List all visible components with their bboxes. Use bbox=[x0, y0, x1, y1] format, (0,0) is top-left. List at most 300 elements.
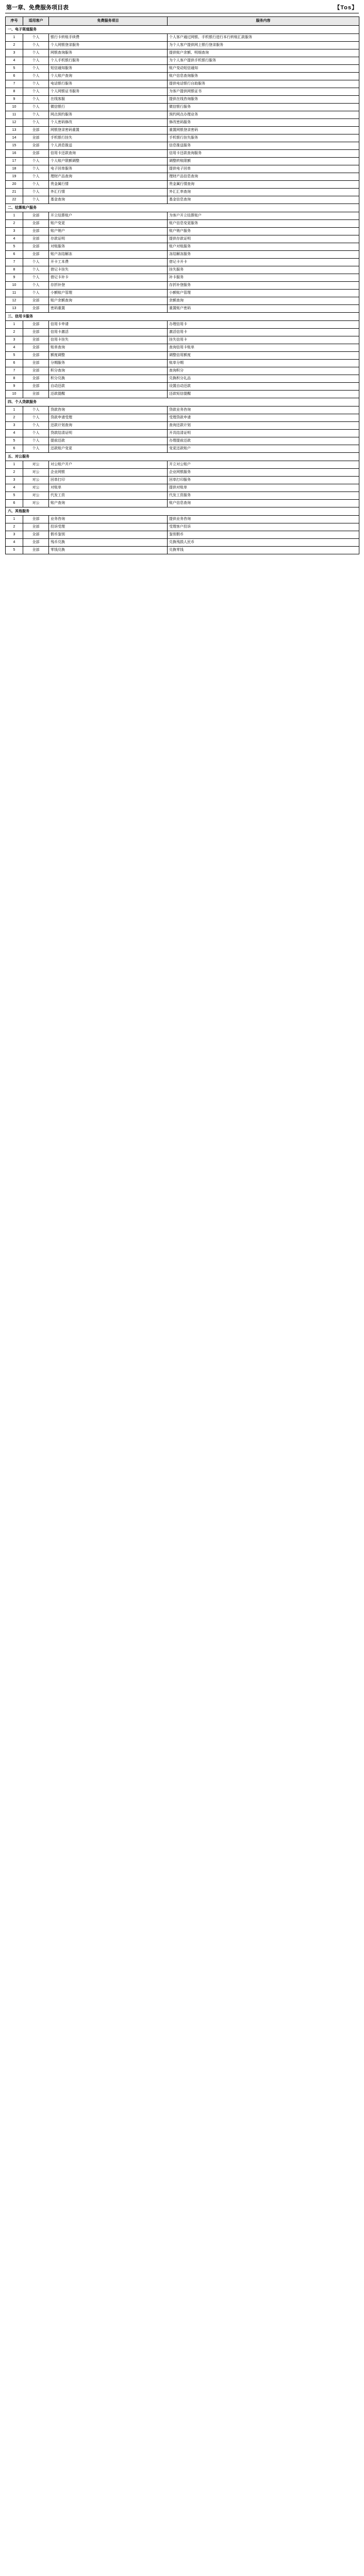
cell-name: 电话银行服务 bbox=[49, 80, 168, 88]
cell-desc: 调整转账限额 bbox=[168, 158, 359, 165]
table-row bbox=[6, 57, 359, 65]
table-row bbox=[6, 360, 359, 367]
table-row bbox=[6, 516, 359, 523]
cell-no: 4 bbox=[6, 484, 23, 492]
cell-desc: 提供在线咨询服务 bbox=[168, 96, 359, 104]
cell-name: 信用卡还款查询 bbox=[49, 150, 168, 158]
cell-no: 20 bbox=[6, 181, 23, 189]
cell-desc: 设置自动还款 bbox=[168, 383, 359, 391]
cell-desc: 信用卡还款查询服务 bbox=[168, 150, 359, 158]
table-row bbox=[6, 189, 359, 196]
cell-name: 代发工资 bbox=[49, 492, 168, 500]
table-row bbox=[6, 49, 359, 57]
table-row bbox=[6, 80, 359, 88]
table-row bbox=[6, 259, 359, 266]
cell-no: 8 bbox=[6, 88, 23, 96]
cell-name: 个人消息推送 bbox=[49, 142, 168, 150]
cell-name: 对账服务 bbox=[49, 243, 168, 251]
cell-object: 全部 bbox=[23, 523, 49, 531]
cell-no: 14 bbox=[6, 134, 23, 142]
cell-no: 17 bbox=[6, 158, 23, 165]
cell-object: 个人 bbox=[23, 266, 49, 274]
document-tag: 【Tos】 bbox=[334, 5, 358, 11]
cell-no: 2 bbox=[6, 523, 23, 531]
cell-name: 账单查询 bbox=[49, 344, 168, 352]
cell-object: 个人 bbox=[23, 119, 49, 127]
table-row bbox=[6, 461, 359, 469]
cell-no: 5 bbox=[6, 437, 23, 445]
cell-no: 11 bbox=[6, 111, 23, 119]
cell-desc: 基金信息查询 bbox=[168, 196, 359, 204]
cell-name: 提前还款 bbox=[49, 437, 168, 445]
cell-name: 分期服务 bbox=[49, 360, 168, 367]
table-row bbox=[6, 158, 359, 165]
cell-object: 全部 bbox=[23, 391, 49, 398]
table-row bbox=[6, 430, 359, 437]
cell-desc: 提供对账单 bbox=[168, 484, 359, 492]
cell-desc: 代发工资服务 bbox=[168, 492, 359, 500]
cell-desc: 修改密码服务 bbox=[168, 119, 359, 127]
table-row bbox=[6, 173, 359, 181]
table-row bbox=[6, 469, 359, 477]
cell-name: 回单打印 bbox=[49, 477, 168, 484]
cell-name: 信用卡挂失 bbox=[49, 336, 168, 344]
cell-name: 个人账户查询 bbox=[49, 73, 168, 80]
cell-no: 2 bbox=[6, 329, 23, 336]
cell-name: 个人密码修改 bbox=[49, 119, 168, 127]
cell-desc: 外汇汇率查询 bbox=[168, 189, 359, 196]
cell-no: 1 bbox=[6, 212, 23, 220]
cell-desc: 开具结清证明 bbox=[168, 430, 359, 437]
cell-object: 个人 bbox=[23, 437, 49, 445]
cell-no: 18 bbox=[6, 165, 23, 173]
cell-object: 个人 bbox=[23, 445, 49, 453]
table-row bbox=[6, 243, 359, 251]
cell-object: 全部 bbox=[23, 360, 49, 367]
table-row bbox=[6, 150, 359, 158]
cell-no: 9 bbox=[6, 96, 23, 104]
cell-no: 4 bbox=[6, 539, 23, 547]
cell-no: 19 bbox=[6, 173, 23, 181]
cell-name: 对公账户开户 bbox=[49, 461, 168, 469]
cell-desc: 个人客户通过网银、手机银行进行本行转账汇款服务 bbox=[168, 34, 359, 42]
cell-object: 全部 bbox=[23, 547, 49, 554]
cell-name: 网银查询服务 bbox=[49, 49, 168, 57]
cell-name: 存款证明 bbox=[49, 235, 168, 243]
cell-no: 22 bbox=[6, 196, 23, 204]
cell-desc: 挂失服务 bbox=[168, 266, 359, 274]
cell-no: 13 bbox=[6, 127, 23, 134]
document-header bbox=[5, 3, 359, 13]
table-row bbox=[6, 65, 359, 73]
cell-no: 9 bbox=[6, 274, 23, 282]
cell-desc: 激活信用卡 bbox=[168, 329, 359, 336]
cell-name: 手机银行挂失 bbox=[49, 134, 168, 142]
cell-object: 个人 bbox=[23, 414, 49, 422]
cell-no: 1 bbox=[6, 34, 23, 42]
cell-name: 企业网银 bbox=[49, 469, 168, 477]
table-row bbox=[6, 111, 359, 119]
cell-no: 6 bbox=[6, 445, 23, 453]
cell-desc: 开立对公账户 bbox=[168, 461, 359, 469]
cell-desc: 变更还款账户 bbox=[168, 445, 359, 453]
cell-object: 全部 bbox=[23, 150, 49, 158]
cell-no: 12 bbox=[6, 297, 23, 305]
cell-object: 个人 bbox=[23, 196, 49, 204]
cell-desc: 为个人客户提供网上银行登录服务 bbox=[168, 42, 359, 49]
table-row bbox=[6, 142, 359, 150]
cell-name: 对账单 bbox=[49, 484, 168, 492]
cell-object: 个人 bbox=[23, 158, 49, 165]
cell-desc: 借记卡开卡 bbox=[168, 259, 359, 266]
table-row bbox=[6, 547, 359, 554]
cell-desc: 账户对账服务 bbox=[168, 243, 359, 251]
column-header-no: 序号 bbox=[6, 17, 23, 26]
cell-name: 小额账户管理 bbox=[49, 290, 168, 297]
cell-name: 个人账户限额调整 bbox=[49, 158, 168, 165]
cell-desc: 调整信用额度 bbox=[168, 352, 359, 360]
cell-no: 1 bbox=[6, 321, 23, 329]
cell-object: 全部 bbox=[23, 352, 49, 360]
table-row bbox=[6, 73, 359, 80]
cell-no: 3 bbox=[6, 422, 23, 430]
cell-name: 在线客服 bbox=[49, 96, 168, 104]
cell-object: 全部 bbox=[23, 297, 49, 305]
table-row bbox=[6, 375, 359, 383]
table-row bbox=[6, 274, 359, 282]
table-row bbox=[6, 228, 359, 235]
document-page bbox=[0, 0, 364, 560]
cell-desc: 办理提前还款 bbox=[168, 437, 359, 445]
cell-desc: 鉴别假币 bbox=[168, 531, 359, 539]
cell-desc: 兑换零钱 bbox=[168, 547, 359, 554]
cell-object: 全部 bbox=[23, 321, 49, 329]
cell-no: 10 bbox=[6, 282, 23, 290]
cell-no: 11 bbox=[6, 290, 23, 297]
cell-object: 个人 bbox=[23, 290, 49, 297]
cell-object: 全部 bbox=[23, 329, 49, 336]
cell-object: 个人 bbox=[23, 274, 49, 282]
table-row bbox=[6, 266, 359, 274]
table-row bbox=[6, 42, 359, 49]
cell-desc: 冻结解冻服务 bbox=[168, 251, 359, 259]
cell-desc: 余额查询 bbox=[168, 297, 359, 305]
table-row bbox=[6, 127, 359, 134]
cell-object: 个人 bbox=[23, 173, 49, 181]
cell-object: 全部 bbox=[23, 235, 49, 243]
section-title: 五、对公服务 bbox=[6, 453, 359, 461]
cell-object: 个人 bbox=[23, 65, 49, 73]
cell-object: 个人 bbox=[23, 111, 49, 119]
cell-no: 3 bbox=[6, 49, 23, 57]
cell-object: 个人 bbox=[23, 57, 49, 65]
cell-name: 残币兑换 bbox=[49, 539, 168, 547]
cell-no: 4 bbox=[6, 430, 23, 437]
cell-no: 1 bbox=[6, 516, 23, 523]
cell-desc: 账户信息变更服务 bbox=[168, 220, 359, 228]
cell-object: 个人 bbox=[23, 430, 49, 437]
cell-name: 基金查询 bbox=[49, 196, 168, 204]
cell-desc: 查询还款计划 bbox=[168, 422, 359, 430]
cell-object: 个人 bbox=[23, 422, 49, 430]
cell-name: 还款账户变更 bbox=[49, 445, 168, 453]
cell-name: 账户查询 bbox=[49, 500, 168, 507]
table-row bbox=[6, 305, 359, 313]
table-body bbox=[6, 26, 359, 554]
table-row bbox=[6, 212, 359, 220]
cell-desc: 提供账户余额、明细查询 bbox=[168, 49, 359, 57]
cell-no: 2 bbox=[6, 220, 23, 228]
cell-name: 借记卡补卡 bbox=[49, 274, 168, 282]
table-row bbox=[6, 477, 359, 484]
cell-name: 理财产品查询 bbox=[49, 173, 168, 181]
cell-object: 对公 bbox=[23, 469, 49, 477]
table-row bbox=[6, 282, 359, 290]
table-row bbox=[6, 500, 359, 507]
table-row bbox=[6, 352, 359, 360]
cell-desc: 提供电子回单 bbox=[168, 165, 359, 173]
cell-desc: 微信银行服务 bbox=[168, 104, 359, 111]
cell-no: 8 bbox=[6, 266, 23, 274]
cell-object: 个人 bbox=[23, 42, 49, 49]
cell-name: 贷款结清证明 bbox=[49, 430, 168, 437]
cell-name: 账户销户 bbox=[49, 228, 168, 235]
cell-desc: 手机银行挂失服务 bbox=[168, 134, 359, 142]
cell-object: 对公 bbox=[23, 461, 49, 469]
cell-name: 额度调整 bbox=[49, 352, 168, 360]
cell-object: 对公 bbox=[23, 477, 49, 484]
table-row bbox=[6, 34, 359, 42]
table-row bbox=[6, 414, 359, 422]
cell-name: 网银登录密码重置 bbox=[49, 127, 168, 134]
cell-desc: 兑换积分礼品 bbox=[168, 375, 359, 383]
table-row bbox=[6, 539, 359, 547]
table-row bbox=[6, 220, 359, 228]
cell-name: 开卡工本费 bbox=[49, 259, 168, 266]
cell-name: 信用卡激活 bbox=[49, 329, 168, 336]
cell-object: 个人 bbox=[23, 181, 49, 189]
cell-desc: 补卡服务 bbox=[168, 274, 359, 282]
table-row bbox=[6, 383, 359, 391]
cell-no: 1 bbox=[6, 461, 23, 469]
table-row bbox=[6, 119, 359, 127]
cell-no: 6 bbox=[6, 500, 23, 507]
document-title: 第一章、免费服务项目表 bbox=[6, 5, 69, 11]
table-row bbox=[6, 251, 359, 259]
cell-object: 全部 bbox=[23, 336, 49, 344]
cell-desc: 提供电话银行自助服务 bbox=[168, 80, 359, 88]
table-row bbox=[6, 297, 359, 305]
cell-name: 贷款咨询 bbox=[49, 406, 168, 414]
cell-object: 个人 bbox=[23, 259, 49, 266]
cell-desc: 信息推送服务 bbox=[168, 142, 359, 150]
cell-name: 借记卡挂失 bbox=[49, 266, 168, 274]
cell-desc: 为个人客户提供手机银行服务 bbox=[168, 57, 359, 65]
cell-name: 还款计划查询 bbox=[49, 422, 168, 430]
cell-name: 积分查询 bbox=[49, 367, 168, 375]
cell-object: 全部 bbox=[23, 220, 49, 228]
table-row bbox=[6, 181, 359, 189]
section-row bbox=[6, 507, 359, 516]
cell-name: 短信通知服务 bbox=[49, 65, 168, 73]
cell-name: 微信银行 bbox=[49, 104, 168, 111]
cell-no: 6 bbox=[6, 73, 23, 80]
cell-object: 全部 bbox=[23, 344, 49, 352]
cell-name: 还款提醒 bbox=[49, 391, 168, 398]
cell-no: 16 bbox=[6, 150, 23, 158]
table-row bbox=[6, 290, 359, 297]
cell-desc: 理财产品信息查询 bbox=[168, 173, 359, 181]
table-row bbox=[6, 344, 359, 352]
cell-name: 网点预约服务 bbox=[49, 111, 168, 119]
table-row bbox=[6, 96, 359, 104]
table-row bbox=[6, 104, 359, 111]
cell-desc: 受理贷款申请 bbox=[168, 414, 359, 422]
cell-name: 信用卡申请 bbox=[49, 321, 168, 329]
cell-name: 业务咨询 bbox=[49, 516, 168, 523]
cell-no: 5 bbox=[6, 65, 23, 73]
cell-no: 2 bbox=[6, 414, 23, 422]
cell-no: 4 bbox=[6, 57, 23, 65]
cell-object: 全部 bbox=[23, 251, 49, 259]
cell-no: 5 bbox=[6, 352, 23, 360]
cell-no: 5 bbox=[6, 492, 23, 500]
cell-object: 全部 bbox=[23, 228, 49, 235]
cell-object: 全部 bbox=[23, 134, 49, 142]
column-header-desc: 服务内容 bbox=[168, 17, 359, 26]
cell-desc: 小额账户管理 bbox=[168, 290, 359, 297]
cell-object: 个人 bbox=[23, 104, 49, 111]
cell-object: 个人 bbox=[23, 80, 49, 88]
table-header-row bbox=[6, 17, 359, 26]
cell-desc: 受理客户投诉 bbox=[168, 523, 359, 531]
cell-name: 密码重置 bbox=[49, 305, 168, 313]
cell-object: 全部 bbox=[23, 305, 49, 313]
cell-no: 6 bbox=[6, 360, 23, 367]
table-row bbox=[6, 437, 359, 445]
cell-object: 对公 bbox=[23, 484, 49, 492]
cell-desc: 贷款业务咨询 bbox=[168, 406, 359, 414]
table-row bbox=[6, 336, 359, 344]
cell-name: 外汇行情 bbox=[49, 189, 168, 196]
cell-name: 账户变更 bbox=[49, 220, 168, 228]
section-row bbox=[6, 204, 359, 212]
cell-desc: 提供业务咨询 bbox=[168, 516, 359, 523]
cell-desc: 贵金属行情查询 bbox=[168, 181, 359, 189]
cell-desc: 重置网银登录密码 bbox=[168, 127, 359, 134]
cell-desc: 账户信息查询 bbox=[168, 500, 359, 507]
cell-name: 个人网银证书服务 bbox=[49, 88, 168, 96]
cell-no: 8 bbox=[6, 375, 23, 383]
cell-name: 贷款申请受理 bbox=[49, 414, 168, 422]
cell-name: 电子回单服务 bbox=[49, 165, 168, 173]
cell-desc: 存折补登服务 bbox=[168, 282, 359, 290]
table-row bbox=[6, 165, 359, 173]
cell-desc: 还款短信提醒 bbox=[168, 391, 359, 398]
cell-no: 5 bbox=[6, 243, 23, 251]
cell-object: 全部 bbox=[23, 531, 49, 539]
column-header-name: 免费服务项目 bbox=[49, 17, 168, 26]
cell-object: 个人 bbox=[23, 165, 49, 173]
section-title: 四、个人贷款服务 bbox=[6, 398, 359, 406]
cell-desc: 账户变动短信通知 bbox=[168, 65, 359, 73]
cell-object: 全部 bbox=[23, 516, 49, 523]
cell-desc: 为客户提供网银证书 bbox=[168, 88, 359, 96]
cell-no: 7 bbox=[6, 259, 23, 266]
cell-name: 投诉受理 bbox=[49, 523, 168, 531]
table-row bbox=[6, 531, 359, 539]
cell-no: 6 bbox=[6, 251, 23, 259]
table-row bbox=[6, 367, 359, 375]
table-row bbox=[6, 329, 359, 336]
cell-desc: 查询积分 bbox=[168, 367, 359, 375]
cell-object: 对公 bbox=[23, 500, 49, 507]
cell-no: 15 bbox=[6, 142, 23, 150]
cell-object: 个人 bbox=[23, 88, 49, 96]
cell-desc: 账户信息查询服务 bbox=[168, 73, 359, 80]
section-title: 三、信用卡服务 bbox=[6, 313, 359, 321]
table-row bbox=[6, 406, 359, 414]
table-row bbox=[6, 422, 359, 430]
section-title: 一、电子渠道服务 bbox=[6, 26, 359, 34]
cell-no: 2 bbox=[6, 42, 23, 49]
cell-object: 全部 bbox=[23, 367, 49, 375]
cell-desc: 账户销户服务 bbox=[168, 228, 359, 235]
cell-desc: 预约网点办理业务 bbox=[168, 111, 359, 119]
cell-no: 1 bbox=[6, 406, 23, 414]
table-row bbox=[6, 134, 359, 142]
table-row bbox=[6, 391, 359, 398]
cell-name: 银行卡转账手续费 bbox=[49, 34, 168, 42]
cell-object: 个人 bbox=[23, 282, 49, 290]
cell-no: 4 bbox=[6, 344, 23, 352]
cell-no: 13 bbox=[6, 305, 23, 313]
cell-no: 10 bbox=[6, 391, 23, 398]
cell-name: 贵金属行情 bbox=[49, 181, 168, 189]
table-row bbox=[6, 484, 359, 492]
table-row bbox=[6, 523, 359, 531]
section-row bbox=[6, 26, 359, 34]
section-row bbox=[6, 453, 359, 461]
cell-no: 3 bbox=[6, 336, 23, 344]
cell-object: 全部 bbox=[23, 383, 49, 391]
cell-no: 10 bbox=[6, 104, 23, 111]
cell-object: 个人 bbox=[23, 189, 49, 196]
cell-name: 积分兑换 bbox=[49, 375, 168, 383]
section-title: 二、结算账户服务 bbox=[6, 204, 359, 212]
cell-object: 个人 bbox=[23, 73, 49, 80]
cell-no: 3 bbox=[6, 531, 23, 539]
cell-no: 21 bbox=[6, 189, 23, 196]
table-row bbox=[6, 196, 359, 204]
table-row bbox=[6, 445, 359, 453]
cell-object: 全部 bbox=[23, 243, 49, 251]
cell-name: 开立结算账户 bbox=[49, 212, 168, 220]
cell-desc: 账单分期 bbox=[168, 360, 359, 367]
cell-object: 对公 bbox=[23, 492, 49, 500]
cell-object: 全部 bbox=[23, 539, 49, 547]
table-row bbox=[6, 492, 359, 500]
table-row bbox=[6, 88, 359, 96]
cell-object: 全部 bbox=[23, 375, 49, 383]
cell-object: 个人 bbox=[23, 49, 49, 57]
cell-object: 个人 bbox=[23, 406, 49, 414]
column-header-object: 适用客户 bbox=[23, 17, 49, 26]
cell-no: 12 bbox=[6, 119, 23, 127]
cell-object: 个人 bbox=[23, 34, 49, 42]
table-row bbox=[6, 321, 359, 329]
section-row bbox=[6, 313, 359, 321]
